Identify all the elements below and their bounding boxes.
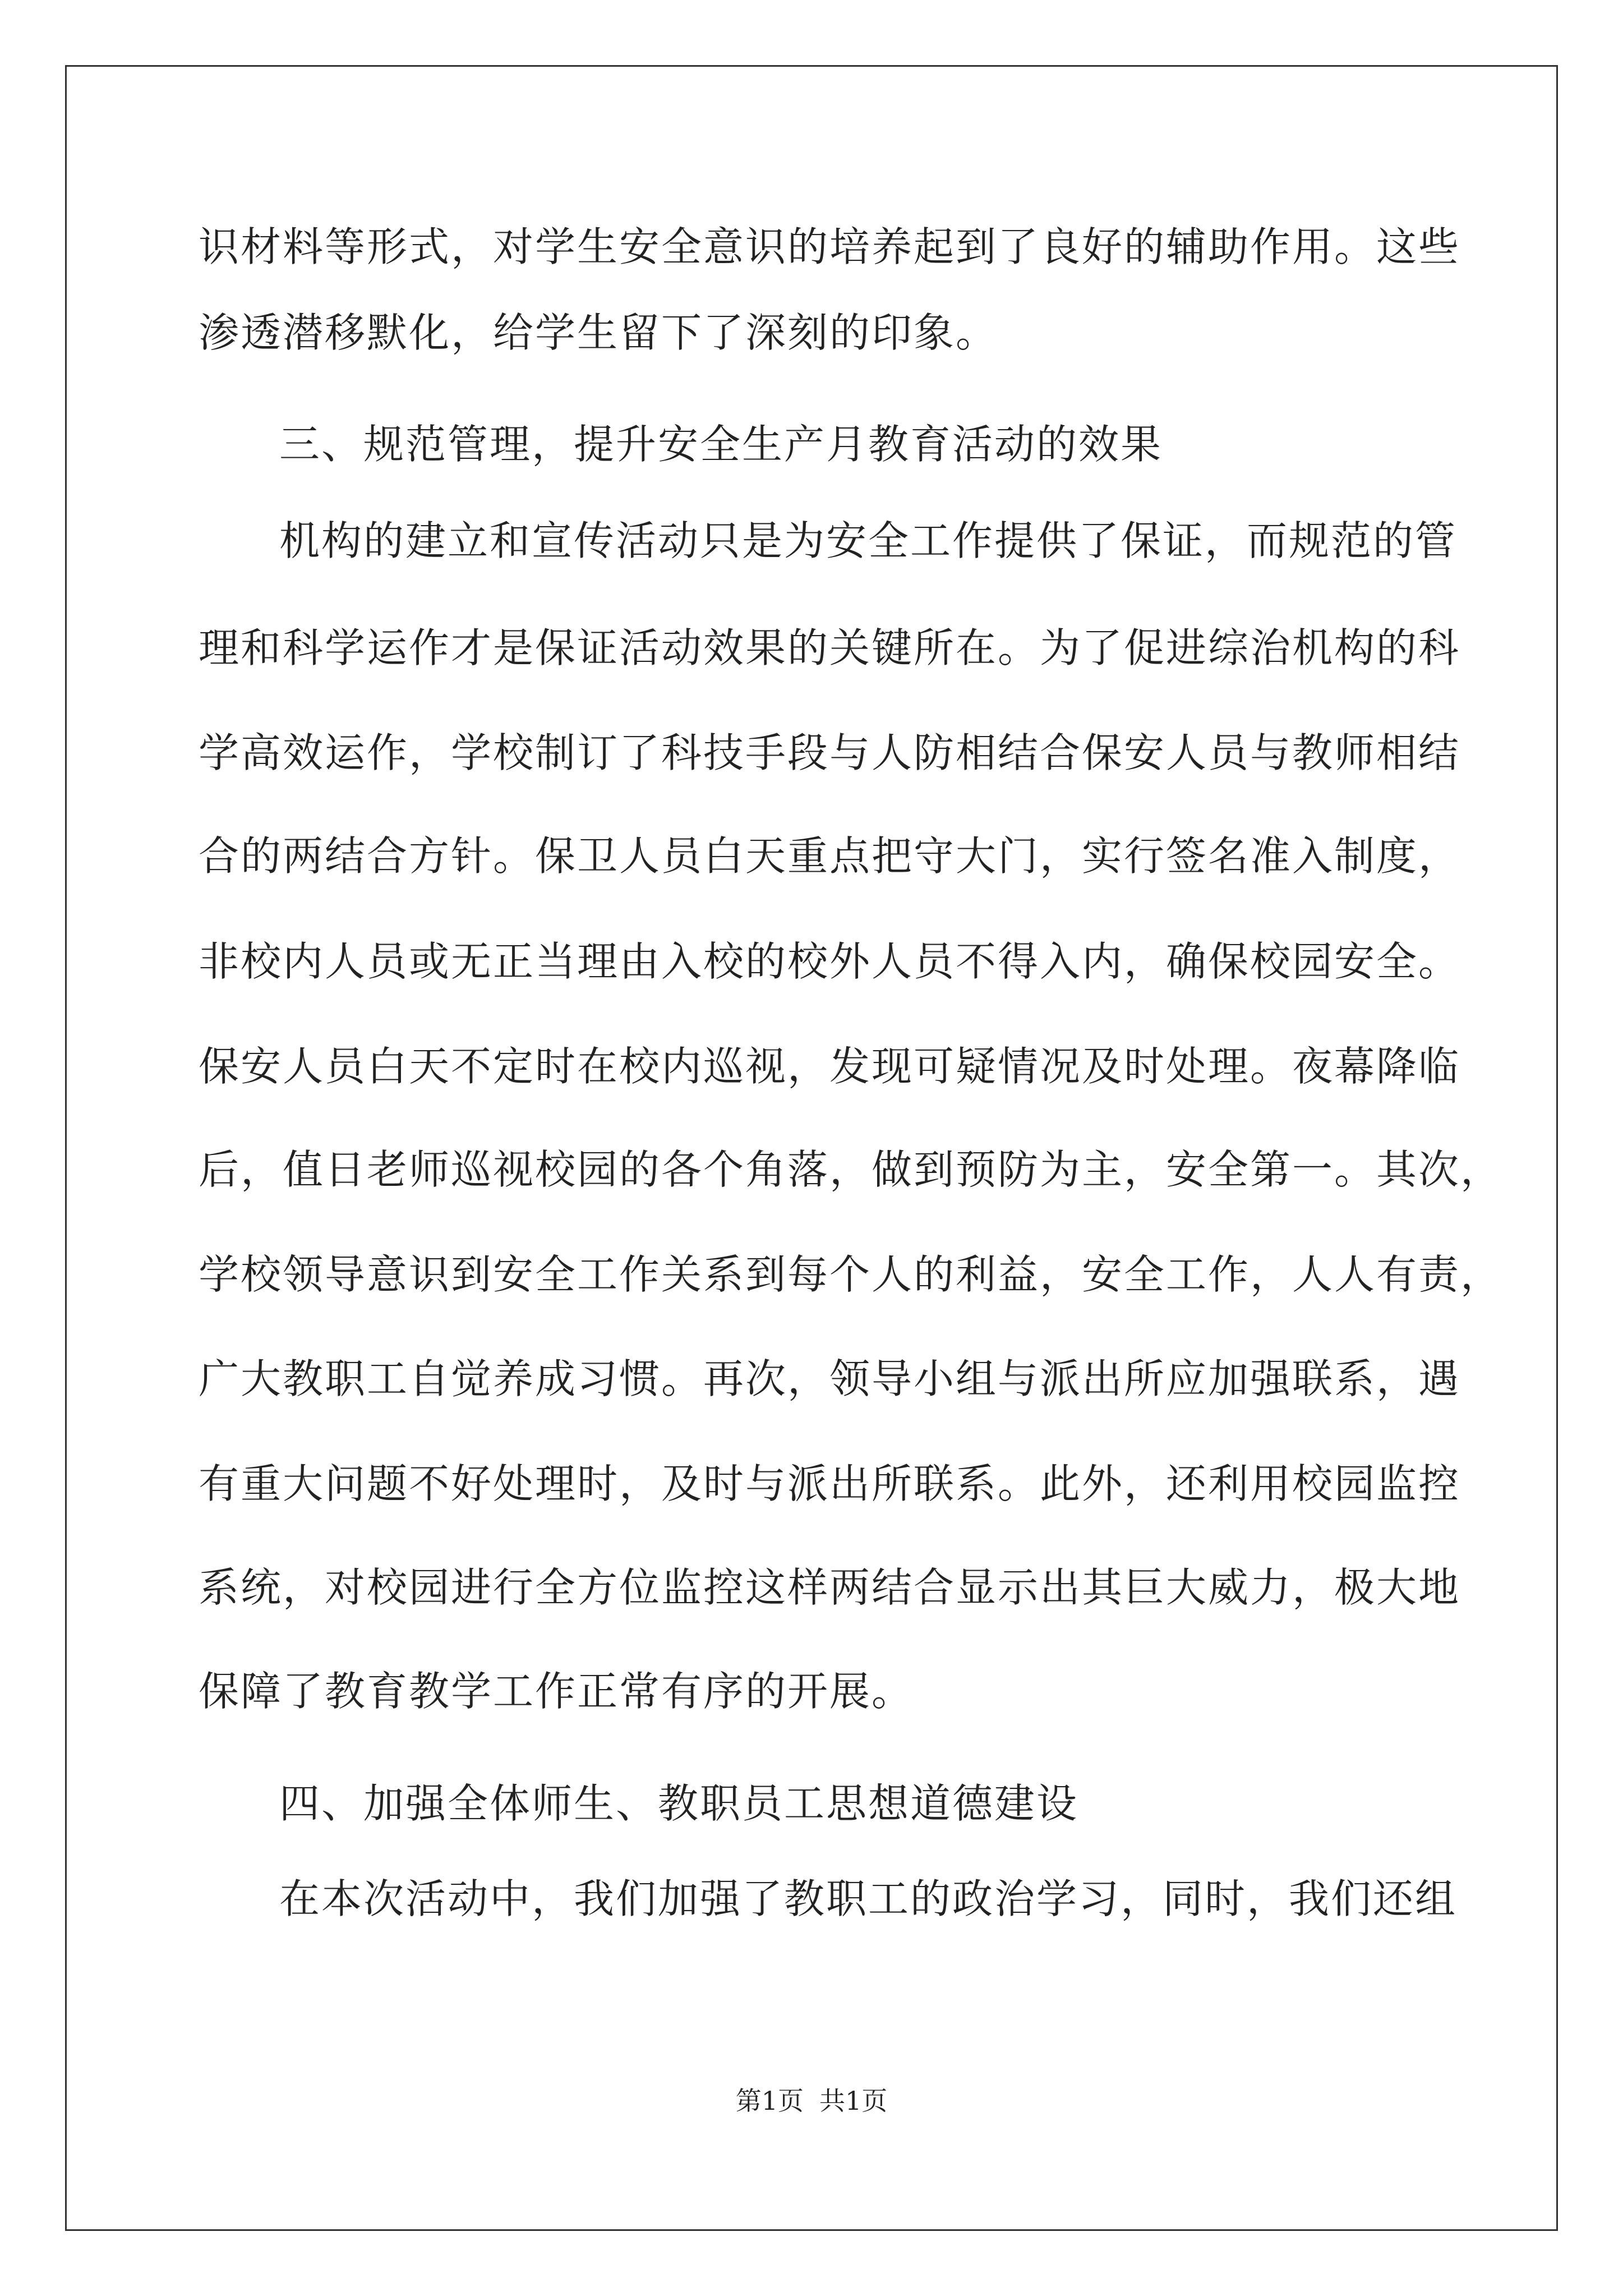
paragraph-start: 在本次活动中，我们加强了教职工的政治学习，同时，我们还组 [279, 1875, 1458, 1922]
page-footer [0, 2084, 1623, 2118]
text-line: 合的两结合方针。保卫人员白天重点把守大门，实行签名准入制度， [199, 832, 1461, 880]
section-heading: 四、加强全体师生、教职员工思想道德建设 [279, 1780, 1079, 1827]
text-line: 学高效运作，学校制订了科技手段与人防相结合保安人员与教师相结 [199, 729, 1461, 776]
text-line: 保安人员白天不定时在校内巡视，发现可疑情况及时处理。夜幕降临 [199, 1043, 1461, 1090]
paragraph-start: 机构的建立和宣传活动只是为安全工作提供了保证，而规范的管 [279, 517, 1458, 564]
text-line: 保障了教育教学工作正常有序的开展。 [199, 1668, 914, 1715]
page-number: 第1页 [735, 2086, 804, 2116]
text-line: 理和科学运作才是保证活动效果的关键所在。为了促进综治机构的科 [199, 624, 1461, 671]
text-line: 渗透潜移默化，给学生留下了深刻的印象。 [199, 309, 998, 356]
text-line: 后，值日老师巡视校园的各个角落，做到预防为主，安全第一。其次， [199, 1146, 1503, 1193]
page-total: 共1页 [819, 2086, 888, 2116]
text-line: 有重大问题不好处理时，及时与派出所联系。此外，还利用校园监控 [199, 1460, 1461, 1507]
text-line: 系统，对校园进行全方位监控这样两结合显示出其巨大威力，极大地 [199, 1564, 1461, 1611]
text-line: 广大教职工自觉养成习惯。再次，领导小组与派出所应加强联系，遇 [199, 1355, 1461, 1402]
text-line: 学校领导意识到安全工作关系到每个人的利益，安全工作，人人有责， [199, 1251, 1503, 1298]
text-line: 识材料等形式，对学生安全意识的培养起到了良好的辅助作用。这些 [199, 223, 1461, 270]
section-heading: 三、规范管理，提升安全生产月教育活动的效果 [279, 421, 1163, 468]
text-line: 非校内人员或无正当理由入校的校外人员不得入内，确保校园安全。 [199, 938, 1461, 985]
